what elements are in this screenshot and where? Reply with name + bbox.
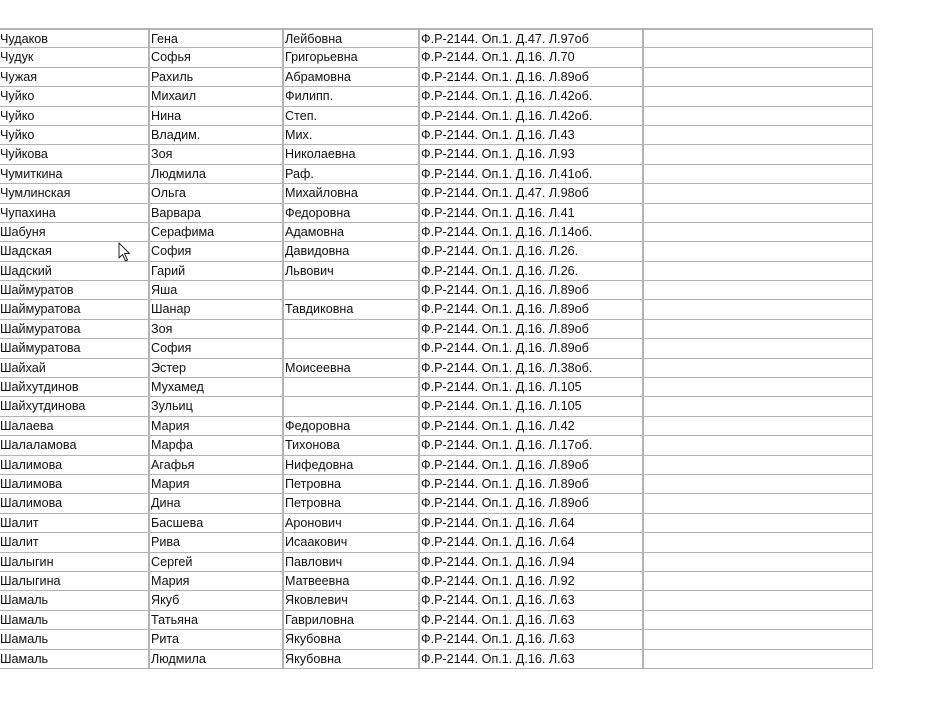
cell-archive-reference[interactable]: Ф.Р-2144. Оп.1. Д.16. Л.89об bbox=[418, 68, 642, 86]
cell-name[interactable]: Зоя bbox=[148, 145, 282, 163]
cell-empty[interactable] bbox=[642, 223, 872, 241]
cell-name[interactable]: Рита bbox=[148, 630, 282, 648]
cell-patronymic[interactable]: Яковлевич bbox=[282, 591, 418, 609]
table-row bbox=[0, 532, 872, 551]
table-row bbox=[0, 358, 872, 377]
cell-archive-reference[interactable]: Ф.Р-2144. Оп.1. Д.16. Л.89об bbox=[418, 456, 642, 474]
cell-surname[interactable]: Чумлинская bbox=[0, 186, 71, 201]
cell-surname[interactable]: Чудук bbox=[0, 50, 34, 65]
cell-patronymic[interactable] bbox=[282, 339, 418, 357]
cell-empty[interactable] bbox=[642, 320, 872, 338]
cell-archive-reference[interactable]: Ф.Р-2144. Оп.1. Д.16. Л.41об. bbox=[418, 165, 642, 183]
mouse-pointer-icon bbox=[118, 242, 132, 262]
table-row bbox=[0, 493, 872, 512]
cell-patronymic[interactable] bbox=[282, 397, 418, 415]
cell-surname[interactable]: Шамаль bbox=[0, 612, 49, 627]
cell-archive-reference[interactable]: Ф.Р-2144. Оп.1. Д.16. Л.89об bbox=[418, 494, 642, 512]
table-row bbox=[0, 338, 872, 357]
cell-archive-reference[interactable]: Ф.Р-2144. Оп.1. Д.16. Л.14об. bbox=[418, 223, 642, 241]
cell-name[interactable]: Рива bbox=[148, 533, 282, 551]
cell-archive-reference[interactable]: Ф.Р-2144. Оп.1. Д.16. Л.105 bbox=[418, 397, 642, 415]
cell-patronymic[interactable]: Моисеевна bbox=[282, 359, 418, 377]
cell-empty[interactable] bbox=[642, 650, 872, 668]
cell-patronymic[interactable]: Степ. bbox=[282, 107, 418, 125]
cell-surname[interactable]: Шайхутдинова bbox=[0, 399, 86, 414]
table-row bbox=[0, 67, 872, 86]
cell-surname[interactable]: Шаймуратова bbox=[0, 341, 81, 356]
cell-patronymic[interactable]: Адамовна bbox=[282, 223, 418, 241]
cell-archive-reference[interactable]: Ф.Р-2144. Оп.1. Д.16. Л.93 bbox=[418, 145, 642, 163]
cell-archive-reference[interactable]: Ф.Р-2144. Оп.1. Д.16. Л.89об bbox=[418, 281, 642, 299]
cell-patronymic[interactable] bbox=[282, 281, 418, 299]
cell-name[interactable]: Якуб bbox=[148, 591, 282, 609]
cell-patronymic[interactable]: Николаевна bbox=[282, 145, 418, 163]
cell-archive-reference[interactable]: Ф.Р-2144. Оп.1. Д.16. Л.63 bbox=[418, 611, 642, 629]
cell-archive-reference[interactable]: Ф.Р-2144. Оп.1. Д.16. Л.64 bbox=[418, 533, 642, 551]
cell-empty[interactable] bbox=[642, 262, 872, 280]
cell-surname[interactable]: Шалимова bbox=[0, 457, 63, 472]
cell-surname[interactable]: Шалит bbox=[0, 535, 39, 550]
cell-empty[interactable] bbox=[642, 87, 872, 105]
table-row bbox=[0, 203, 872, 222]
cell-surname[interactable]: Шалимова bbox=[0, 496, 63, 511]
cell-name[interactable]: Гена bbox=[148, 30, 282, 47]
table-row bbox=[0, 47, 872, 66]
cell-archive-reference[interactable]: Ф.Р-2144. Оп.1. Д.16. Л.89об bbox=[418, 339, 642, 357]
cell-archive-reference[interactable]: Ф.Р-2144. Оп.1. Д.16. Л.38об. bbox=[418, 359, 642, 377]
cell-archive-reference[interactable]: Ф.Р-2144. Оп.1. Д.16. Л.89об bbox=[418, 320, 642, 338]
cell-archive-reference[interactable]: Ф.Р-2144. Оп.1. Д.16. Л.64 bbox=[418, 514, 642, 532]
table-row bbox=[0, 222, 872, 241]
cell-archive-reference[interactable]: Ф.Р-2144. Оп.1. Д.16. Л.92 bbox=[418, 572, 642, 590]
cell-surname[interactable]: Шамаль bbox=[0, 632, 49, 647]
cell-archive-reference[interactable]: Ф.Р-2144. Оп.1. Д.16. Л.42об. bbox=[418, 107, 642, 125]
cell-archive-reference[interactable]: Ф.Р-2144. Оп.1. Д.16. Л.42об. bbox=[418, 87, 642, 105]
cell-surname[interactable]: Шаймуратова bbox=[0, 321, 81, 336]
cell-name[interactable]: Дина bbox=[148, 494, 282, 512]
cell-empty[interactable] bbox=[642, 48, 872, 66]
cell-surname[interactable]: Шалыгин bbox=[0, 554, 54, 569]
table-row bbox=[0, 319, 872, 338]
cell-empty[interactable] bbox=[642, 572, 872, 590]
cell-name[interactable]: Софья bbox=[148, 48, 282, 66]
cell-surname[interactable]: Чуйко bbox=[0, 127, 35, 142]
cell-archive-reference[interactable]: Ф.Р-2144. Оп.1. Д.16. Л.26. bbox=[418, 262, 642, 280]
cell-patronymic[interactable]: Павлович bbox=[282, 553, 418, 571]
cell-empty[interactable] bbox=[642, 339, 872, 357]
cell-empty[interactable] bbox=[642, 242, 872, 260]
cell-surname[interactable]: Чуйко bbox=[0, 89, 35, 104]
cell-surname[interactable]: Чужая bbox=[0, 69, 38, 84]
cell-name[interactable]: Басшева bbox=[148, 514, 282, 532]
cell-surname[interactable]: Шалит bbox=[0, 515, 39, 530]
cell-patronymic[interactable]: Федоровна bbox=[282, 204, 418, 222]
cell-empty[interactable] bbox=[642, 611, 872, 629]
cell-empty[interactable] bbox=[642, 165, 872, 183]
cell-patronymic[interactable]: Раф. bbox=[282, 165, 418, 183]
cell-archive-reference[interactable]: Ф.Р-2144. Оп.1. Д.16. Л.105 bbox=[418, 378, 642, 396]
cell-patronymic[interactable]: Лейбовна bbox=[282, 30, 418, 47]
cell-name[interactable]: Нина bbox=[148, 107, 282, 125]
cell-surname[interactable]: Шаймуратова bbox=[0, 302, 81, 317]
cell-surname[interactable]: Чуйкова bbox=[0, 147, 48, 162]
table-row bbox=[0, 86, 872, 105]
cell-patronymic[interactable]: Тихонова bbox=[282, 436, 418, 454]
table-row bbox=[0, 629, 872, 648]
cell-name[interactable]: Людмила bbox=[148, 650, 282, 668]
cell-surname[interactable]: Чудаков bbox=[0, 32, 48, 46]
table-row bbox=[0, 455, 872, 474]
cell-patronymic[interactable]: Мих. bbox=[282, 126, 418, 144]
cell-surname[interactable]: Шайхутдинов bbox=[0, 380, 79, 395]
cell-empty[interactable] bbox=[642, 281, 872, 299]
cell-name[interactable]: Рахиль bbox=[148, 68, 282, 86]
cell-patronymic[interactable]: Михайловна bbox=[282, 184, 418, 202]
cell-archive-reference[interactable]: Ф.Р-2144. Оп.1. Д.16. Л.63 bbox=[418, 630, 642, 648]
cell-name[interactable]: Людмила bbox=[148, 165, 282, 183]
cell-archive-reference[interactable]: Ф.Р-2144. Оп.1. Д.16. Л.17об. bbox=[418, 436, 642, 454]
table-row bbox=[0, 144, 872, 163]
cell-empty[interactable] bbox=[642, 30, 872, 47]
table-row bbox=[0, 183, 872, 202]
cell-archive-reference[interactable]: Ф.Р-2144. Оп.1. Д.47. Л.97об bbox=[418, 30, 642, 47]
cell-patronymic[interactable]: Матвеевна bbox=[282, 572, 418, 590]
cell-empty[interactable] bbox=[642, 456, 872, 474]
cell-empty[interactable] bbox=[642, 145, 872, 163]
cell-patronymic[interactable]: Тавдиковна bbox=[282, 300, 418, 318]
table-row bbox=[0, 396, 872, 415]
cell-patronymic[interactable]: Львович bbox=[282, 262, 418, 280]
cell-archive-reference[interactable]: Ф.Р-2144. Оп.1. Д.16. Л.63 bbox=[418, 591, 642, 609]
cell-archive-reference[interactable]: Ф.Р-2144. Оп.1. Д.47. Л.98об bbox=[418, 184, 642, 202]
cell-empty[interactable] bbox=[642, 184, 872, 202]
cell-surname[interactable]: Шабуня bbox=[0, 224, 46, 239]
table-row bbox=[0, 280, 872, 299]
cell-name[interactable]: Мария bbox=[148, 417, 282, 435]
table-row bbox=[0, 28, 872, 47]
cell-name[interactable]: Агафья bbox=[148, 456, 282, 474]
cell-patronymic[interactable]: Нифедовна bbox=[282, 456, 418, 474]
cell-patronymic[interactable]: Филипп. bbox=[282, 87, 418, 105]
cell-patronymic[interactable] bbox=[282, 320, 418, 338]
cell-name[interactable]: Варвара bbox=[148, 204, 282, 222]
cell-surname[interactable]: Шамаль bbox=[0, 593, 49, 608]
cell-name[interactable]: Владим. bbox=[148, 126, 282, 144]
cell-name[interactable]: Яша bbox=[148, 281, 282, 299]
cell-empty[interactable] bbox=[642, 300, 872, 318]
cell-patronymic[interactable]: Давидовна bbox=[282, 242, 418, 260]
cell-name[interactable]: Марфа bbox=[148, 436, 282, 454]
cell-empty[interactable] bbox=[642, 126, 872, 144]
cell-name[interactable]: Зульиц bbox=[148, 397, 282, 415]
cell-surname[interactable]: Чумиткина bbox=[0, 166, 63, 181]
cell-name[interactable]: Мария bbox=[148, 572, 282, 590]
cell-patronymic[interactable]: Аронович bbox=[282, 514, 418, 532]
cell-empty[interactable] bbox=[642, 475, 872, 493]
cell-patronymic[interactable]: Гавриловна bbox=[282, 611, 418, 629]
cell-archive-reference[interactable]: Ф.Р-2144. Оп.1. Д.16. Л.94 bbox=[418, 553, 642, 571]
table-row bbox=[0, 435, 872, 454]
table-row bbox=[0, 416, 872, 435]
cell-surname[interactable]: Шадский bbox=[0, 263, 52, 278]
cell-empty[interactable] bbox=[642, 397, 872, 415]
cell-name[interactable]: Гарий bbox=[148, 262, 282, 280]
table-row bbox=[0, 552, 872, 571]
cell-empty[interactable] bbox=[642, 494, 872, 512]
cell-archive-reference[interactable]: Ф.Р-2144. Оп.1. Д.16. Л.89об bbox=[418, 300, 642, 318]
cell-archive-reference[interactable]: Ф.Р-2144. Оп.1. Д.16. Л.43 bbox=[418, 126, 642, 144]
cell-patronymic[interactable]: Исаакович bbox=[282, 533, 418, 551]
cell-archive-reference[interactable]: Ф.Р-2144. Оп.1. Д.16. Л.42 bbox=[418, 417, 642, 435]
cell-surname[interactable]: Шайхай bbox=[0, 360, 46, 375]
cell-name[interactable]: Серафима bbox=[148, 223, 282, 241]
cell-empty[interactable] bbox=[642, 630, 872, 648]
table-row bbox=[0, 649, 872, 668]
cell-empty[interactable] bbox=[642, 107, 872, 125]
cell-name[interactable]: Сергей bbox=[148, 553, 282, 571]
cell-name[interactable]: София bbox=[148, 339, 282, 357]
table-row bbox=[0, 474, 872, 493]
cell-surname[interactable]: Шадская bbox=[0, 244, 52, 259]
cell-name[interactable]: Татьяна bbox=[148, 611, 282, 629]
cell-name[interactable]: Эстер bbox=[148, 359, 282, 377]
cell-name[interactable]: Зоя bbox=[148, 320, 282, 338]
table-row bbox=[0, 571, 872, 590]
cell-surname[interactable]: Шаймуратов bbox=[0, 283, 74, 298]
cell-empty[interactable] bbox=[642, 553, 872, 571]
cell-name[interactable]: Михаил bbox=[148, 87, 282, 105]
cell-surname[interactable]: Шалимова bbox=[0, 476, 63, 491]
cell-patronymic[interactable]: Григорьевна bbox=[282, 48, 418, 66]
cell-patronymic[interactable]: Якубовна bbox=[282, 650, 418, 668]
table-row bbox=[0, 377, 872, 396]
cell-name[interactable]: Шанар bbox=[148, 300, 282, 318]
cell-archive-reference[interactable]: Ф.Р-2144. Оп.1. Д.16. Л.26. bbox=[418, 242, 642, 260]
cell-archive-reference[interactable]: Ф.Р-2144. Оп.1. Д.16. Л.70 bbox=[418, 48, 642, 66]
cell-patronymic[interactable] bbox=[282, 378, 418, 396]
cell-empty[interactable] bbox=[642, 204, 872, 222]
cell-surname[interactable]: Шалаламова bbox=[0, 438, 77, 453]
cell-empty[interactable] bbox=[642, 514, 872, 532]
table-row bbox=[0, 513, 872, 532]
cell-empty[interactable] bbox=[642, 378, 872, 396]
table-row bbox=[0, 106, 872, 125]
cell-archive-reference[interactable]: Ф.Р-2144. Оп.1. Д.16. Л.63 bbox=[418, 650, 642, 668]
cell-name[interactable]: Ольга bbox=[148, 184, 282, 202]
cell-archive-reference[interactable]: Ф.Р-2144. Оп.1. Д.16. Л.89об bbox=[418, 475, 642, 493]
table-row bbox=[0, 610, 872, 629]
table-row bbox=[0, 590, 872, 609]
cell-empty[interactable] bbox=[642, 359, 872, 377]
cell-archive-reference[interactable]: Ф.Р-2144. Оп.1. Д.16. Л.41 bbox=[418, 204, 642, 222]
cell-empty[interactable] bbox=[642, 591, 872, 609]
cell-patronymic[interactable]: Петровна bbox=[282, 475, 418, 493]
cell-empty[interactable] bbox=[642, 68, 872, 86]
table-row bbox=[0, 299, 872, 318]
cell-empty[interactable] bbox=[642, 417, 872, 435]
cell-surname[interactable]: Чупахина bbox=[0, 205, 56, 220]
cell-empty[interactable] bbox=[642, 533, 872, 551]
cell-patronymic[interactable]: Абрамовна bbox=[282, 68, 418, 86]
cell-surname[interactable]: Шалыгина bbox=[0, 573, 61, 588]
cell-surname[interactable]: Шамаль bbox=[0, 651, 49, 666]
cell-surname[interactable]: Чуйко bbox=[0, 108, 35, 123]
cell-name[interactable]: Мухамед bbox=[148, 378, 282, 396]
cell-patronymic[interactable]: Федоровна bbox=[282, 417, 418, 435]
cell-name[interactable]: София bbox=[148, 242, 282, 260]
table-row bbox=[0, 164, 872, 183]
cell-surname[interactable]: Шалаева bbox=[0, 418, 54, 433]
table-row bbox=[0, 125, 872, 144]
cell-patronymic[interactable]: Якубовна bbox=[282, 630, 418, 648]
spreadsheet-table bbox=[0, 28, 873, 669]
cell-name[interactable]: Мария bbox=[148, 475, 282, 493]
table-row bbox=[0, 261, 872, 280]
cell-patronymic[interactable]: Петровна bbox=[282, 494, 418, 512]
cell-empty[interactable] bbox=[642, 436, 872, 454]
